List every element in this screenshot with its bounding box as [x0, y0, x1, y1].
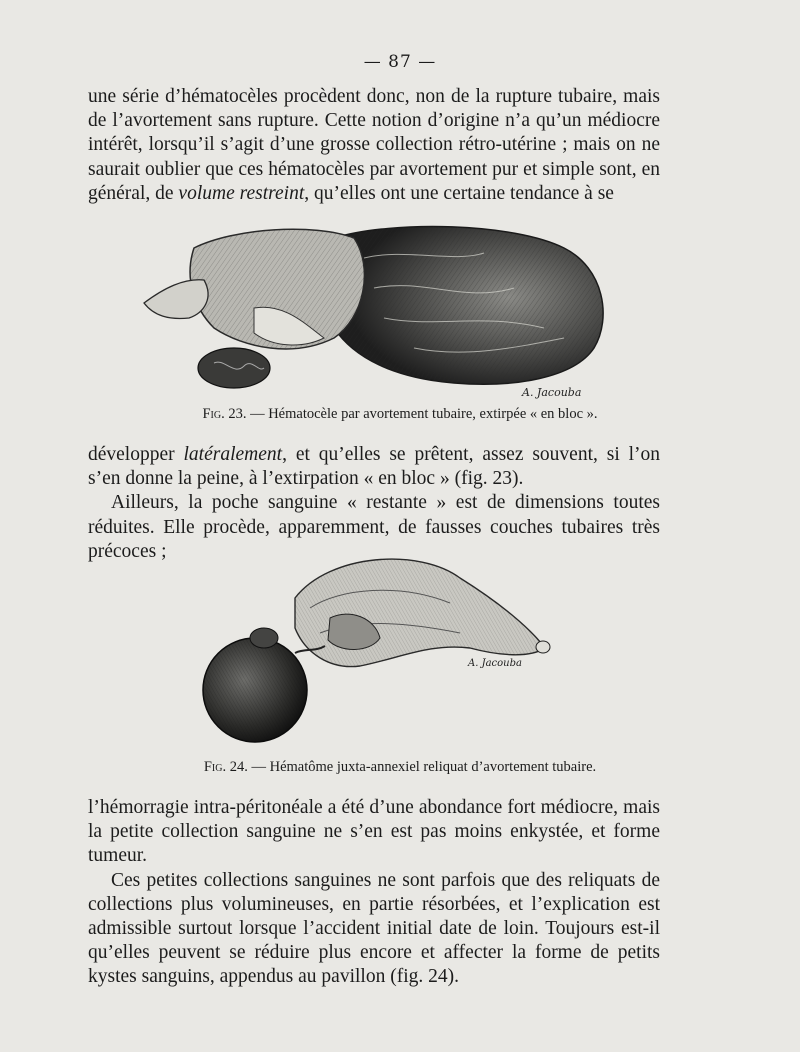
figure-24-illustration [200, 548, 560, 753]
svg-text:A. Jacouba: A. Jacouba [522, 386, 582, 399]
page-number: — 87 — [363, 52, 437, 72]
figure-24-label: Fig. 24. [203, 759, 248, 775]
paragraph-3b: Ces petites collections sanguines ne sont parfois que des reliquats de collections plus volumineuses, en partie résorbées, et l’explication est admissible surtout lorsque l’accident initial date de loin. Toujours est-il qu’elles peuvent se réduire plus encore et affecter la forme de petits kystes sanguins, appendus au pavillon (fig. 24). [88, 869, 660, 988]
paragraph-1-end: , qu’elles ont une certaine tendance à se [304, 182, 614, 204]
paragraph-2b: Ailleurs, la poche sanguine « restante » est de dimensions toutes réduites. Elle procède, apparemment, de fausses couches tubaires très précoces ; [88, 492, 660, 562]
figure-24-caption-text: — Hématôme juxta-annexiel reliquat d’avortement tubaire. [247, 759, 597, 775]
paragraph-1 [88, 85, 660, 206]
paragraph-2 [88, 443, 660, 564]
figure-23-label: Fig. 23. [202, 406, 247, 422]
figure-24-caption [0, 759, 800, 776]
paragraph-3 [88, 796, 660, 990]
paragraph-1-text: une série d’hématocèles procèdent donc, non de la rupture tubaire, mais de l’avortement sans rupture. Cette notion d’origine n’a qu’un médiocre intérêt, lorsqu’il s’agit d’une grosse collection rétro-utérine ; mais on ne saurait oublier que ces hématocèles par avortement pur et simple sont, en général, de [88, 86, 660, 204]
svg-text:A. Jacouba: A. Jacouba [468, 658, 522, 669]
paragraph-2-start: développer [88, 444, 175, 465]
figure-23-caption-text: — Hématocèle par avortement tubaire, extirpée « en bloc ». [246, 406, 598, 422]
figure-23-illustration [134, 208, 614, 408]
paragraph-1-italic: volume restreint [178, 182, 305, 204]
paragraph-2-italic: latéralement [183, 444, 283, 465]
paragraph-2-mid: , et qu’elles se prêtent, assez souvent, si l’on s’en donne la peine, à l’extirpation « en bloc » (fig. 23). [88, 444, 661, 490]
paragraph-3-text: l’hémorragie intra-péritonéale a été d’une abondance fort médiocre, mais la petite collection sanguine ne s’en est pas moins enkystée, et forme tumeur. [88, 797, 660, 867]
figure-23-caption [0, 406, 800, 423]
